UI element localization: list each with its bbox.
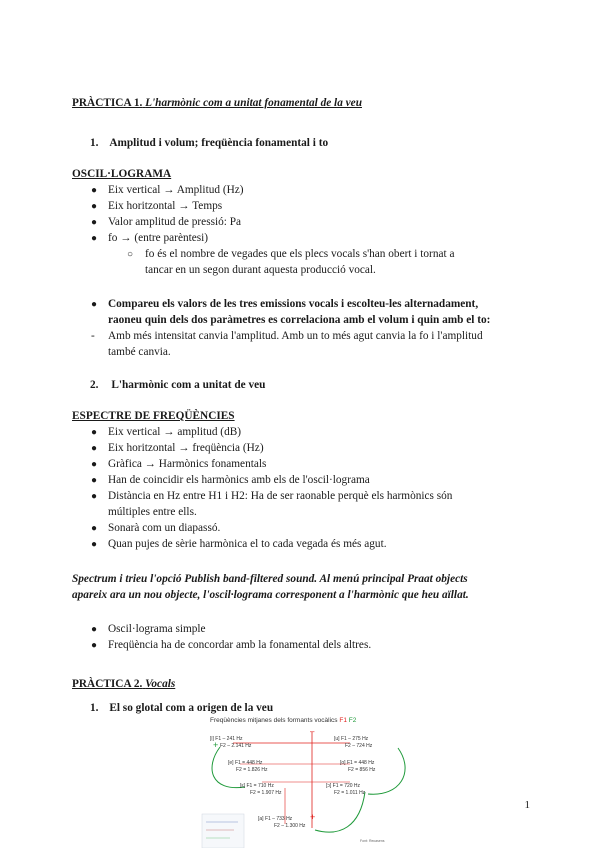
list-item: Eix vertical → Amplitud (Hz) xyxy=(108,184,244,196)
bullet-dot: ● xyxy=(91,201,98,212)
list-item: Valor amplitud de pressió: Pa xyxy=(108,216,242,228)
bullet-dot: ● xyxy=(91,539,98,550)
label-e-f2: F2 = 1.826 Hz xyxy=(236,767,268,773)
spectrum-note-line1: Spectrum i trieu l'opció Publish band-filtered sound. Al menú principal Praat objects xyxy=(72,573,468,585)
label-u-f2: F2 – 724 Hz xyxy=(345,743,373,749)
sub-bullet-line2: tancar en un segon durant aquesta producció vocal. xyxy=(145,264,376,276)
bullet-dot: ● xyxy=(91,233,98,244)
figure-caption: Freqüències mitjanes dels formants vocàlics F1 F2 xyxy=(210,717,357,724)
list-item: Sonarà com un diapassó. xyxy=(108,522,221,534)
practica1-title-italic: L'harmònic com a unitat fonamental de la veu xyxy=(145,97,362,109)
minus-marker: – xyxy=(310,727,315,736)
label-eh-f2: F2 = 1.907 Hz xyxy=(250,790,282,796)
bullet-dot: ● xyxy=(91,624,98,635)
list-item: Eix horitzontal → freqüència (Hz) xyxy=(108,442,264,454)
list-item: Freqüència ha de concordar amb la fonamental dels altres. xyxy=(108,639,372,651)
practica1-title xyxy=(72,95,362,111)
list-item: Gràfica → Harmònics fonamentals xyxy=(108,458,267,470)
bullet-dot: ● xyxy=(91,491,98,502)
label-eh-f1: [ɛ] F1 = 710 Hz xyxy=(240,783,274,789)
bullet-dot: ● xyxy=(91,185,98,196)
bullet-dot: ● xyxy=(91,299,98,310)
question-line2: raoneu quin dels dos paràmetres es correlaciona amb el volum i quin amb el to: xyxy=(108,314,491,326)
section3-title: El so glotal com a origen de la veu xyxy=(109,702,274,714)
bullet-dot: ● xyxy=(91,427,98,438)
label-e-f1: [e] F1 = 448 Hz xyxy=(228,760,263,766)
label-i-f1: [i] F1 – 241 Hz xyxy=(210,736,243,742)
list-item-continuation: múltiples entre ells. xyxy=(108,506,197,518)
bullet-dot: ● xyxy=(91,217,98,228)
list-item: Oscil·lograma simple xyxy=(108,623,206,635)
list-item: Eix vertical → amplitud (dB) xyxy=(108,426,242,438)
label-a-f2: F2 – 1.300 Hz xyxy=(274,823,306,829)
label-i-f2: F2 – 2.141 Hz xyxy=(220,743,252,749)
plus-marker-green: + xyxy=(213,740,219,750)
sub-bullet-line1: fo és el nombre de vegades que els plecs vocals s'han obert i tornat a xyxy=(145,248,455,260)
spectrum-note-line2: apareix ara un nou objecte, l'oscil·lograma corresponent a l'harmònic que heu aïllat. xyxy=(72,589,469,601)
vowel-formant-figure xyxy=(200,712,412,848)
inset-thumbnail xyxy=(202,814,244,848)
label-o-f2: F2 = 856 Hz xyxy=(348,767,376,773)
practica1-title-prefix: PRÀCTICA 1. xyxy=(72,97,143,109)
section2-heading xyxy=(90,377,265,393)
list-item: fo → (entre parèntesi) xyxy=(108,232,209,244)
espectre-heading: ESPECTRE DE FREQÜÈNCIES xyxy=(72,410,235,422)
bullet-dot: ● xyxy=(91,523,98,534)
bullet-dot: ● xyxy=(91,475,98,486)
section1-number: 1. xyxy=(90,137,99,149)
plus-marker-red: + xyxy=(310,812,316,822)
sub-bullet-circle: ○ xyxy=(127,249,134,260)
label-a-f1: [a] F1 – 733 Hz xyxy=(258,816,293,822)
section2-number: 2. xyxy=(90,379,99,391)
figure-footer: Font: Recasens xyxy=(360,839,385,843)
section2-title: L'harmònic com a unitat de veu xyxy=(111,379,266,391)
practica2-title-italic: Vocals xyxy=(145,678,176,690)
list-item: Distància en Hz entre H1 i H2: Ha de ser raonable perquè els harmònics són xyxy=(108,490,453,502)
list-item: Quan pujes de sèrie harmònica el to cada vegada és més agut. xyxy=(108,538,387,550)
answer-line1: Amb més intensitat canvia l'amplitud. Amb un to més agut canvia la fo i l'amplitud xyxy=(108,330,483,342)
green-curve-bottom xyxy=(315,792,365,832)
section3-number: 1. xyxy=(90,702,99,714)
bullet-dot: ● xyxy=(91,443,98,454)
section1-heading xyxy=(90,135,328,151)
dash-marker: - xyxy=(91,330,95,342)
list-item: Han de coincidir els harmònics amb els de l'oscil·lograma xyxy=(108,474,370,486)
label-oh-f1: [ɔ] F1 = 720 Hz xyxy=(326,783,361,789)
practica2-title xyxy=(72,676,175,692)
question-line1: Compareu els valors de les tres emissions vocals i escolteu-les alternadament, xyxy=(108,298,479,310)
practica2-title-prefix: PRÀCTICA 2. xyxy=(72,678,143,690)
answer-line2: també canvia. xyxy=(108,346,171,358)
page-number: 1 xyxy=(524,799,530,811)
list-item: Eix horitzontal → Temps xyxy=(108,200,223,212)
label-o-f1: [o] F1 = 448 Hz xyxy=(340,760,375,766)
bullet-dot: ● xyxy=(91,640,98,651)
section1-title: Amplitud i volum; freqüència fonamental i to xyxy=(109,137,329,149)
label-u-f1: [u] F1 – 275 Hz xyxy=(334,736,369,742)
oscil-heading: OSCIL·LOGRAMA xyxy=(72,168,172,180)
label-oh-f2: F2 = 1.011 Hz xyxy=(334,790,366,796)
bullet-dot: ● xyxy=(91,459,98,470)
